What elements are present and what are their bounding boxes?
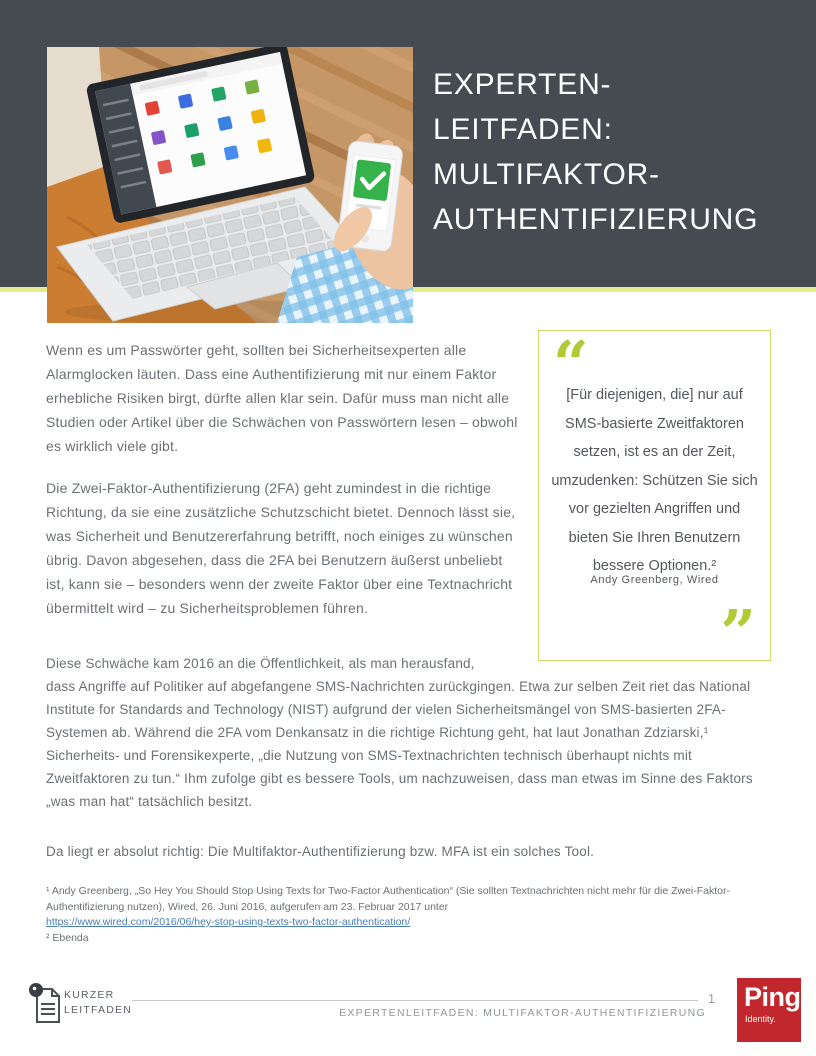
quote-attribution: Andy Greenberg, Wired bbox=[590, 574, 719, 586]
footer-doc-title: EXPERTENLEITFADEN: MULTIFAKTOR-AUTHENTIFIZIERUNG bbox=[339, 1007, 706, 1019]
document-badge-icon bbox=[28, 982, 64, 1026]
logo-wordmark: Ping bbox=[744, 982, 801, 1012]
page-title-line: AUTHENTIFIZIERUNG bbox=[433, 203, 759, 236]
quote-open-icon: “ bbox=[553, 327, 589, 400]
footnotes bbox=[46, 884, 774, 946]
paragraph-intro: Wenn es um Passwörter geht, sollten bei Sicherheitsexperten alle Alarmglocken läuten. Dass eine Authentifizierung mit nur einem Faktor erhebliche Risiken birgt, dürfte allen klar sein. Dafür muss man nicht alle Studien oder Artikel über die Schwächen von Passwörtern lesen – obwohl es wirklich viele gibt. bbox=[46, 342, 518, 454]
pull-quote-box bbox=[538, 327, 771, 669]
footer-divider bbox=[132, 1000, 698, 1001]
paragraph-conclusion: Da liegt er absolut richtig: Die Multifaktor-Authentifizierung bzw. MFA ist ein solches Tool. bbox=[46, 844, 595, 859]
document-type-label bbox=[64, 988, 132, 1018]
ping-identity-logo bbox=[737, 978, 801, 1042]
badge-label-line: KURZER bbox=[64, 989, 115, 1001]
hero-photo bbox=[47, 47, 413, 323]
footnote-2: ² Ebenda bbox=[46, 931, 89, 944]
page-title bbox=[433, 62, 793, 242]
green-tile bbox=[353, 159, 391, 201]
paragraph-weakness-rest: dass Angriffe auf Politiker auf abgefangene SMS-Nachrichten zurückgingen. Etwa zur selben Zeit riet das National Institute for Standards and Technology (NIST) aufgrund der vielen Sicherheitsmängel von SMS-basierten 2FA-Systemen ab. Während die 2FA vom Denkansatz in die richtige Richtung geht, hat laut Jonathan Zdziarski,¹ Sicherheits- und Forensikexperte, „die Nutzung von SMS-Textnachrichten technisch überhaupt nichts mit Zweitfaktoren zu tun.“ Ihm zufolge gibt es bessere Tools, um nachzuweisen, dass man etwas im Sinne des Faktors „was man hat“ tatsächlich besitzt. bbox=[46, 679, 753, 809]
page-title-line: MULTIFAKTOR- bbox=[433, 158, 660, 191]
paragraph-weakness-line1: Diese Schwäche kam 2016 an die Öffentlichkeit, als man herausfand, bbox=[46, 656, 475, 671]
page-number: 1 bbox=[708, 992, 715, 1006]
paragraph-2fa: Die Zwei-Faktor-Authentifizierung (2FA) geht zumindest in die richtige Richtung, da sie eine zusätzliche Schutzschicht bietet. Dennoch lässt sie, was Sicherheit und Benutzererfahrung betrifft, noch einiges zu wünschen übrig. Davon abgesehen, dass die 2FA bei Benutzern äußerst unbeliebt ist, kann sie – besonders wenn der zweite Faktor über eine Textnachricht übermittelt wird – zu Sicherheitsproblemen führen. bbox=[46, 480, 516, 616]
logo-subtext: Identity. bbox=[745, 1014, 776, 1024]
quote-close-icon: ” bbox=[720, 596, 756, 669]
page-title-line: LEITFADEN: bbox=[433, 113, 613, 146]
laptop-photo-illustration bbox=[47, 47, 413, 323]
footnote-1: ¹ Andy Greenberg, „So Hey You Should Stop Using Texts for Two-Factor Authentication“ (Sie sollten Textnachrichten nicht mehr für die Zwei-Faktor-Authentifizierung nutzen), Wired, 26. Juni 2016, aufgerufen am 23. Februar 2017 unter bbox=[46, 885, 731, 913]
quote-text: [Für diejenigen, die] nur auf SMS-basierte Zweitfaktoren setzen, ist es an der Zeit, umzudenken: Schützen Sie sich vor gezielten Angriffen und bieten Sie Ihren Benutzern bessere Optionen.² bbox=[551, 387, 758, 574]
page-title-line: EXPERTEN- bbox=[433, 68, 612, 101]
badge-label-line: LEITFADEN bbox=[64, 1004, 132, 1016]
footnote-1-link[interactable]: https://www.wired.com/2016/06/hey-stop-using-texts-two-factor-authentication/ bbox=[46, 916, 411, 928]
